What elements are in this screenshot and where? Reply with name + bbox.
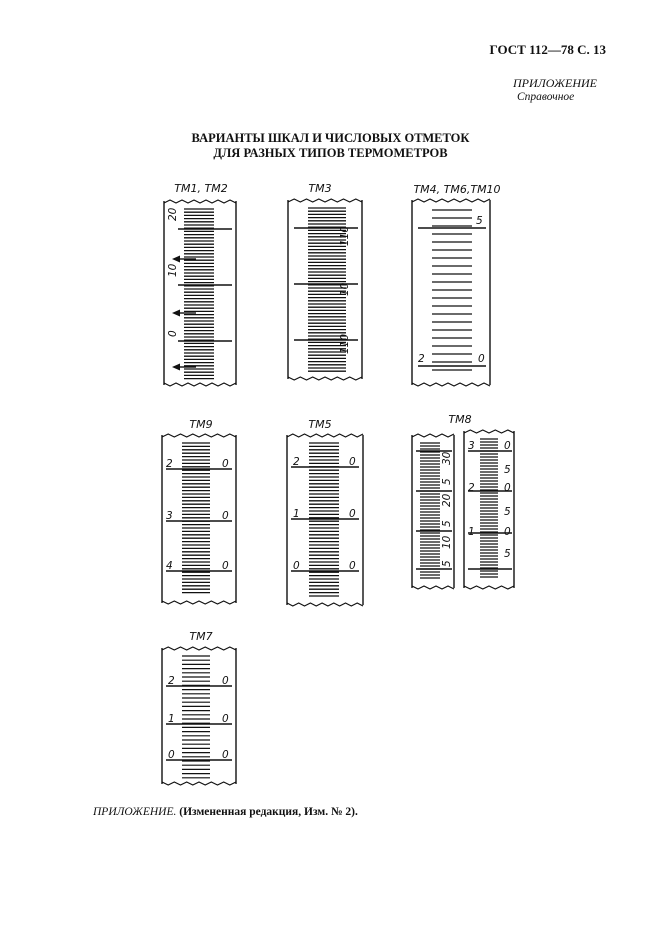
scale-label-tm3: ТМ3 [308, 182, 332, 195]
scale-number: 20 [167, 207, 179, 221]
scale-number: 0 [222, 458, 229, 470]
scale-label-tm1-tm2: ТМ1, ТМ2 [174, 182, 228, 195]
scale-tm4-tm6-tm10 [410, 198, 492, 387]
figure-title [0, 131, 661, 161]
scale-number: 30 [441, 451, 453, 465]
scale-number: 0 [504, 526, 511, 538]
scale-number: 0 [222, 510, 229, 522]
figure-title-line-2: ДЛЯ РАЗНЫХ ТИПОВ ТЕРМОМЕТРОВ [213, 146, 448, 160]
strip-bottom-break [288, 377, 362, 380]
appendix-label: ПРИЛОЖЕНИЕ [513, 76, 597, 90]
scale-number: 4 [166, 560, 173, 572]
scale-number: 5 [504, 464, 511, 476]
strip-bottom-break [412, 586, 454, 589]
scale-number: 5 [476, 215, 483, 227]
scale-tm9 [160, 433, 238, 605]
scale-number: 2 [468, 482, 475, 494]
footer-note [93, 806, 358, 818]
scale-number: 0 [504, 482, 511, 494]
strip-top-break [412, 434, 454, 437]
scale-tm7 [160, 646, 238, 786]
pointer-arrow [172, 310, 180, 317]
scale-number: 20 [441, 493, 453, 507]
strip-top-break [164, 200, 236, 203]
scale-number: 0 [349, 560, 356, 572]
scale-number: 3 [166, 510, 173, 522]
strip-bottom-break [162, 601, 236, 604]
scale-number: 0 [222, 560, 229, 572]
scale-label-tm9: ТМ9 [189, 418, 213, 431]
strip-top-break [412, 199, 490, 202]
strip-bottom-break [287, 603, 363, 606]
scale-number: 10 [441, 535, 453, 549]
appendix-kind: Справочное [517, 91, 575, 103]
scale-tm8 [410, 429, 518, 592]
strip-bottom-break [412, 383, 490, 386]
scale-number: 2 [418, 353, 425, 365]
strip-top-break [464, 430, 514, 433]
scale-number: 2 [293, 456, 300, 468]
scale-number: 0 [168, 749, 175, 761]
scale-number: 0 [222, 675, 229, 687]
scale-number: 2 [168, 675, 175, 687]
strip-top-break [288, 199, 362, 202]
scale-number: 110 [339, 225, 351, 246]
scale-number: 0 [504, 440, 511, 452]
scale-number: 0 [349, 456, 356, 468]
scale-number: 5 [504, 548, 511, 560]
strip-bottom-break [162, 782, 236, 785]
scale-number: 110 [339, 333, 351, 354]
scale-label-tm4-tm6-tm10: ТМ4, ТМ6,ТМ10 [413, 183, 501, 196]
scale-number: 1 [293, 508, 300, 520]
scale-number: 5 [504, 506, 511, 518]
scale-number: 2 [166, 458, 173, 470]
scale-tm1-tm2 [162, 199, 238, 387]
scale-number: 5 [441, 560, 453, 567]
scale-number: 0 [222, 713, 229, 725]
scale-number: 10 [167, 263, 179, 277]
pointer-arrow [172, 256, 180, 263]
scale-number: 5 [441, 478, 453, 485]
pointer-arrow [172, 364, 180, 371]
scale-number: 0 [478, 353, 485, 365]
scale-number: 0 [167, 330, 179, 337]
scale-label-tm8: ТМ8 [448, 413, 472, 426]
strip-bottom-break [464, 586, 514, 589]
scale-number: 0 [293, 560, 300, 572]
strip-bottom-break [164, 383, 236, 386]
strip-top-break [162, 434, 236, 437]
scale-label-tm7: ТМ7 [189, 630, 213, 643]
figure-title-line-1: ВАРИАНТЫ ШКАЛ И ЧИСЛОВЫХ ОТМЕТОК [191, 131, 470, 145]
footer-revision-note: (Измененная редакция, Изм. № 2). [179, 806, 358, 818]
scale-tm3 [286, 198, 364, 381]
scale-tm5 [285, 433, 365, 607]
scale-number: 0 [222, 749, 229, 761]
footer-appendix-label: ПРИЛОЖЕНИЕ. [93, 806, 177, 818]
document-reference: ГОСТ 112—78 С. 13 [489, 42, 606, 57]
strip-top-break [162, 647, 236, 650]
scale-number: 0 [349, 508, 356, 520]
scale-number: 10 [339, 282, 351, 296]
scale-number: 3 [468, 440, 475, 452]
scale-number: 5 [441, 520, 453, 527]
scale-number: 1 [168, 713, 175, 725]
strip-top-break [287, 434, 363, 437]
scale-number: 1 [468, 526, 475, 538]
scale-label-tm5: ТМ5 [308, 418, 332, 431]
